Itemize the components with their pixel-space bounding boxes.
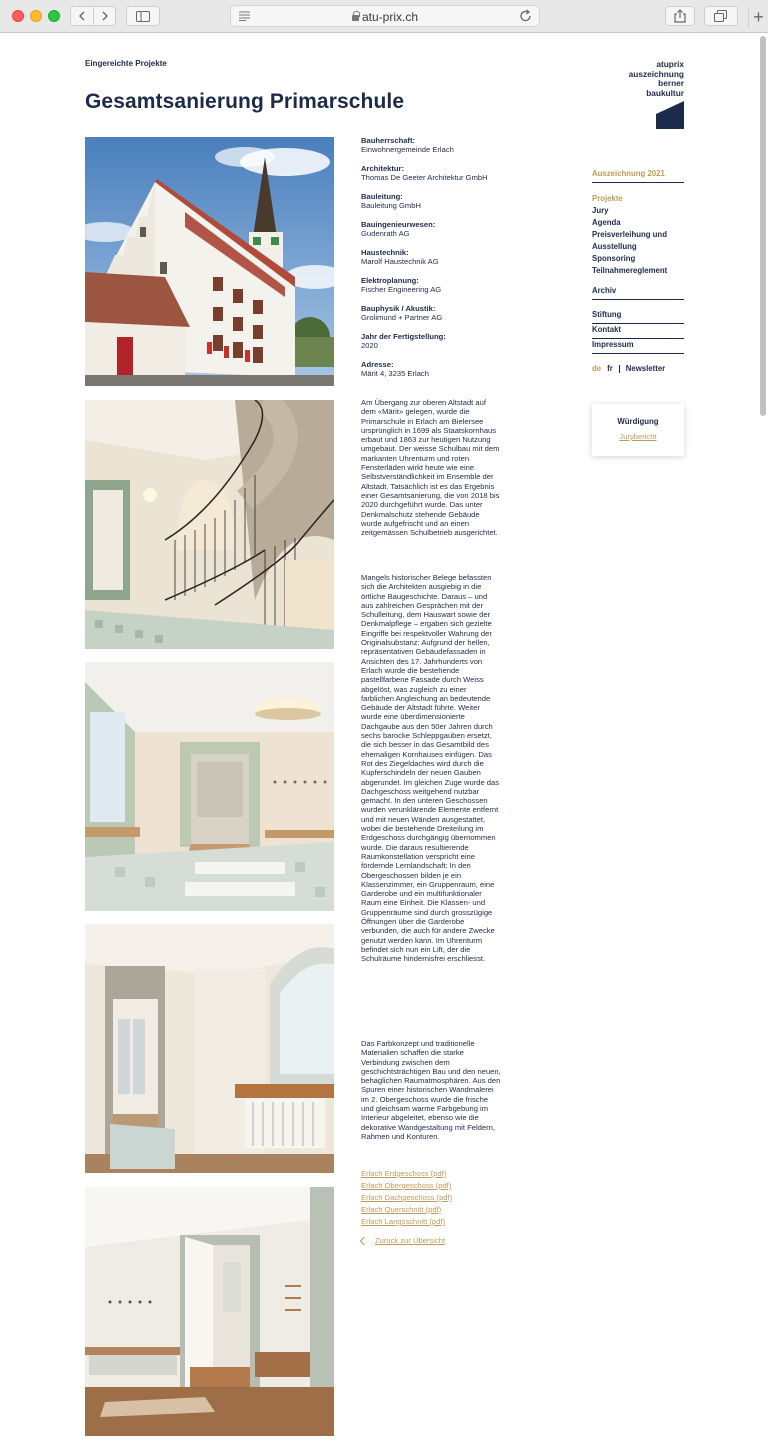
chevron-left-icon [78,11,86,21]
appraisal-card [592,404,684,456]
fact-building-services: Haustechnik: Marolf Haustechnik AG [361,248,439,266]
lang-de-link[interactable]: de [592,364,602,373]
footer-nav [592,309,684,354]
history-nav [70,6,116,26]
language-switcher [592,364,665,373]
sidebar-toggle-button[interactable] [126,6,160,26]
back-to-overview-link[interactable]: Zurück zur Übersicht [361,1236,445,1245]
photo-exterior[interactable] [85,137,334,386]
nav-item-stiftung[interactable]: Stiftung [592,309,684,324]
nav-item-jury[interactable]: Jury [592,206,609,215]
close-window-button[interactable] [12,10,24,22]
back-button[interactable] [71,7,93,25]
wardrobe-image [85,1187,334,1436]
tabs-icon [714,10,728,22]
tab-overview-button[interactable] [704,6,738,26]
project-facts [361,136,501,388]
site-logo[interactable] [600,60,684,98]
logo-line: atuprix [656,59,684,69]
pdf-link-upper-floor[interactable]: Erlach Obergeschoss (pdf) [361,1181,452,1190]
nav-item-sponsoring[interactable]: Sponsoring [592,254,636,263]
photo-corridor[interactable] [85,662,334,911]
share-button[interactable] [665,6,695,26]
chevron-left-icon [360,1236,368,1244]
nav-item-preisverleihung[interactable]: Preisverleihung und Ausstellung [592,230,667,251]
fact-client: Bauherrschaft: Einwohnergemeinde Erlach [361,136,454,154]
nav-item-impressum[interactable]: Impressum [592,339,684,354]
description-paragraph: Am Übergang zur oberen Altstadt auf dem «Märit» gelegen, wurde die Primarschule in Erlach am Bielersee ursprünglich in 1699 als Staatskornhaus erbaut und 1863 zur heutigen Nutzung umgebaut. Der weisse Schulbau mit dem markanten Uhrenturm und roten Fensterläden wirkt heute wie eine Selbstverständlichkeit im Ensemble der Altstadt. Tatsächlich ist es das Ergebnis einer Gesamtsanierung, die von 2018 bis 2020 durchgeführt wurde. Das unter Denkmalschutz stehende Gebäude wurde aufgefrischt und an einen zeitgemässen Schulbetrieb ausgerichtet. [361,398,500,538]
fact-engineering: Bauingenieurwesen: Gudenrath AG [361,220,436,238]
breadcrumb[interactable]: Eingereichte Projekte [85,59,167,68]
fact-electrical: Elektroplanung: Fischer Engineering AG [361,276,442,294]
share-icon [674,9,686,23]
exterior-image [85,137,334,386]
chevron-right-icon [101,11,109,21]
pdf-link-cross-section[interactable]: Erlach Querschnitt (pdf) [361,1205,442,1214]
description-paragraph: Das Farbkonzept und traditionelle Materialien schaffen die starke Verbindung zwischen dem geschichtsträchtigen Bau und den neuen, behaglichen Raumatmosphären. Aus den Spuren einer historischen Wandmalerei im 2. Obergeschoss wurde die frische und gleichsam warme Farbgebung im Interieur abgeleitet, ebenso wie die dekorative Wandgestaltung mit Feldern, Rahmen und Konturen. [361,1039,501,1141]
forward-button[interactable] [93,7,115,25]
newsletter-link[interactable]: Newsletter [625,364,666,373]
staircase-image [85,400,334,649]
photo-wardrobe[interactable] [85,1187,334,1436]
photo-classroom-entry[interactable] [85,924,334,1173]
pdf-link-attic[interactable]: Erlach Dachgeschoss (pdf) [361,1193,453,1202]
corridor-image [85,662,334,911]
card-title: Würdigung [617,417,659,426]
fact-acoustics: Bauphysik / Akustik: Grolimund + Partner AG [361,304,443,322]
browser-toolbar [0,0,768,33]
download-links [361,1168,452,1228]
main-nav [592,193,684,277]
address-bar[interactable] [230,5,540,27]
fact-address: Adresse: Märit 4, 3235 Erlach [361,360,429,378]
fact-architecture: Architektur: Thomas De Geeter Architektur GmbH [361,164,488,182]
logo-line: baukultur [646,87,684,98]
logo-line: berner [658,78,684,88]
classroom-entry-image [85,924,334,1173]
nav-item-archiv[interactable]: Archiv [592,285,684,300]
logo-line: auszeichnung [628,68,684,79]
reload-icon[interactable] [520,9,532,23]
archive-nav [592,285,684,300]
new-tab-button[interactable]: + [748,8,768,28]
lock-icon [352,15,359,21]
divider [619,365,620,373]
sidebar-icon [136,11,150,22]
jury-report-link[interactable]: Jurybericht [619,432,657,441]
nav-item-projekte[interactable]: Projekte [592,194,623,203]
description-paragraph: Mangels historischer Belege befassten sich die Architekten ausgiebig in die örtliche Baugeschichte. Daraus – und aus zahlreichen Gesprächen mit der Schulleitung, dem Hauswart sowie der Denkmalpflege – ergaben sich gezielte Eingriffe bei respektvoller Wahrung der Originalsubstanz: Aufgrund der hellen, repräsentativen Gebäudefassaden in Ansichten des 17. Jahrhunderts von Erlach wurde die bestehende pastellfarbene Fassade durch Weiss abgelöst, was zugleich zu einer farblichen Angleichung an bedeutende Gebäude der Altstadt führte. Weiter wurde eine überdimensionierte Dachgaube aus den 50er Jahren durch sechs barocke Schleppgauben ersetzt, die sich besser in das Gesamtbild des ehemaligen Kornhauses einfügen. Das Rot des Ziegeldaches wird durch die Kupferschindeln der neuen Gauben abgerundet. Im gleichen Zuge wurde das Dachgeschoss weitgehend nutzbar gemacht. In den unteren Geschossen wurden verunklärende Elemente entfernt und mit neuen Wänden ausgestattet, wobei die bestehende Dreiteilung im Erdgeschoss durchgängig übernommen wurde. Die daraus resultierende Raumkonstellation verspricht eine fördernde Lernlandschaft: In den Obergeschossen bilden je ein Klassenzimmer, ein Gruppenraum, eine Garderobe und ein multifunktionaler Raum eine Einheit. Die Klassen- und Gruppenräume sind durch grosszügige Öffnungen über die Garderobe verbunden, die auch für andere Zwecke genutzt werden kann. Im Uhrenturm befindet sich nun ein Lift, der die Schulräume hindernisfrei erschliesst. [361,573,500,964]
nav-item-kontakt[interactable]: Kontakt [592,324,684,339]
fact-construction-management: Bauleitung: Bauleitung GmbH [361,192,421,210]
zoom-window-button[interactable] [48,10,60,22]
page-title: Gesamtsanierung Primarschule [85,90,405,113]
logo-mark-icon[interactable] [656,101,684,129]
lang-fr-link[interactable]: fr [607,364,613,373]
pdf-link-ground-floor[interactable]: Erlach Erdgeschoss (pdf) [361,1169,447,1178]
page-scrollbar[interactable] [759,34,767,1448]
url-text: atu-prix.ch [231,10,539,24]
scrollbar-thumb[interactable] [760,36,766,416]
nav-item-teilnahmereglement[interactable]: Teilnahmereglement [592,266,668,275]
nav-header[interactable]: Auszeichnung 2021 [592,169,684,183]
photo-staircase[interactable] [85,400,334,649]
fact-year: Jahr der Fertigstellung: 2020 [361,332,446,350]
nav-item-agenda[interactable]: Agenda [592,218,621,227]
minimize-window-button[interactable] [30,10,42,22]
pdf-link-long-section[interactable]: Erlach Langsschnitt (pdf) [361,1217,445,1226]
